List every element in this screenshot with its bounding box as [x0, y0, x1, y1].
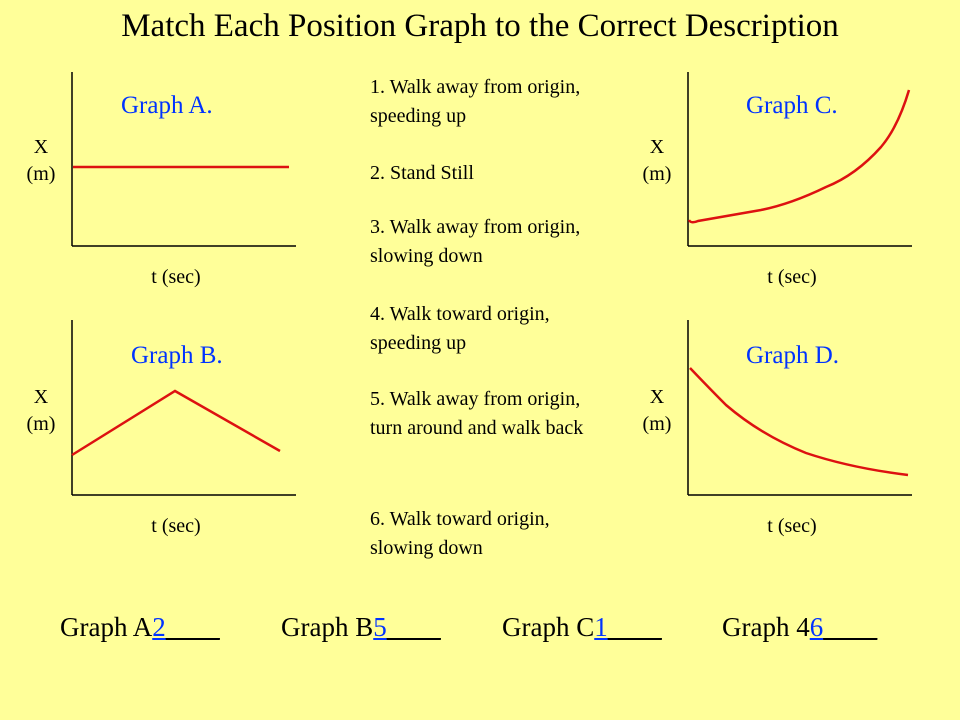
- graph-b-y-unit: (m): [26, 413, 56, 435]
- answer-a-blank: ____: [165, 612, 220, 642]
- answer-b-blank: ____: [386, 612, 441, 642]
- graph-a-plot: [70, 72, 310, 252]
- answer-c-blank: ____: [607, 612, 662, 642]
- graph-b-y-label: [16, 384, 66, 438]
- graph-d-line: [690, 368, 908, 475]
- description-5: 5. Walk away from origin, turn around and walk back: [370, 388, 584, 439]
- graph-b-y-symbol: X: [33, 386, 49, 408]
- graph-c-label: Graph C.: [746, 92, 838, 119]
- answer-a-prefix: Graph A: [60, 612, 153, 642]
- answer-c-value: 1: [594, 612, 608, 642]
- answer-c-prefix: Graph C: [502, 612, 595, 642]
- graph-c-plot: [686, 72, 926, 252]
- graph-c-y-symbol: X: [649, 136, 665, 158]
- graph-c-line: [689, 90, 909, 222]
- answer-d-value: 6: [809, 612, 824, 642]
- graph-d-y-symbol: X: [649, 386, 665, 408]
- answer-d-prefix: Graph 4: [722, 612, 810, 642]
- answer-d: [722, 612, 877, 643]
- answer-a: [60, 612, 220, 643]
- description-2: 2. Stand Still: [370, 162, 474, 184]
- answer-d-blank: ____: [823, 612, 878, 642]
- answer-b: [281, 612, 441, 643]
- graph-a-y-label: [16, 134, 66, 188]
- graph-d-y-unit: (m): [642, 413, 672, 435]
- answer-c: [502, 612, 662, 643]
- answer-a-value: 2: [152, 612, 166, 642]
- graph-b-line: [72, 391, 280, 455]
- description-1: 1. Walk away from origin, speeding up: [370, 76, 581, 127]
- graph-a-y-symbol: X: [33, 136, 49, 158]
- answer-b-prefix: Graph B: [281, 612, 374, 642]
- graph-c-x-label: t (sec): [767, 266, 817, 288]
- graph-a-label: Graph A.: [121, 92, 213, 119]
- graph-b-x-label: t (sec): [151, 515, 201, 537]
- description-3: 3. Walk away from origin, slowing down: [370, 216, 581, 267]
- page-title: Match Each Position Graph to the Correct Description: [121, 8, 839, 44]
- answer-b-value: 5: [373, 612, 387, 642]
- graph-d-label: Graph D.: [746, 342, 840, 369]
- description-4: 4. Walk toward origin, speeding up: [370, 303, 550, 354]
- description-6: 6. Walk toward origin, slowing down: [370, 508, 550, 559]
- graph-d-x-label: t (sec): [767, 515, 817, 537]
- graph-d-plot: [686, 320, 926, 500]
- graph-a-y-unit: (m): [26, 163, 56, 185]
- graph-b-plot: [70, 320, 310, 500]
- graph-b-label: Graph B.: [131, 342, 223, 369]
- graph-d-y-label: [632, 384, 682, 438]
- graph-c-y-unit: (m): [642, 163, 672, 185]
- graph-c-y-label: [632, 134, 682, 188]
- graph-a-x-label: t (sec): [151, 266, 201, 288]
